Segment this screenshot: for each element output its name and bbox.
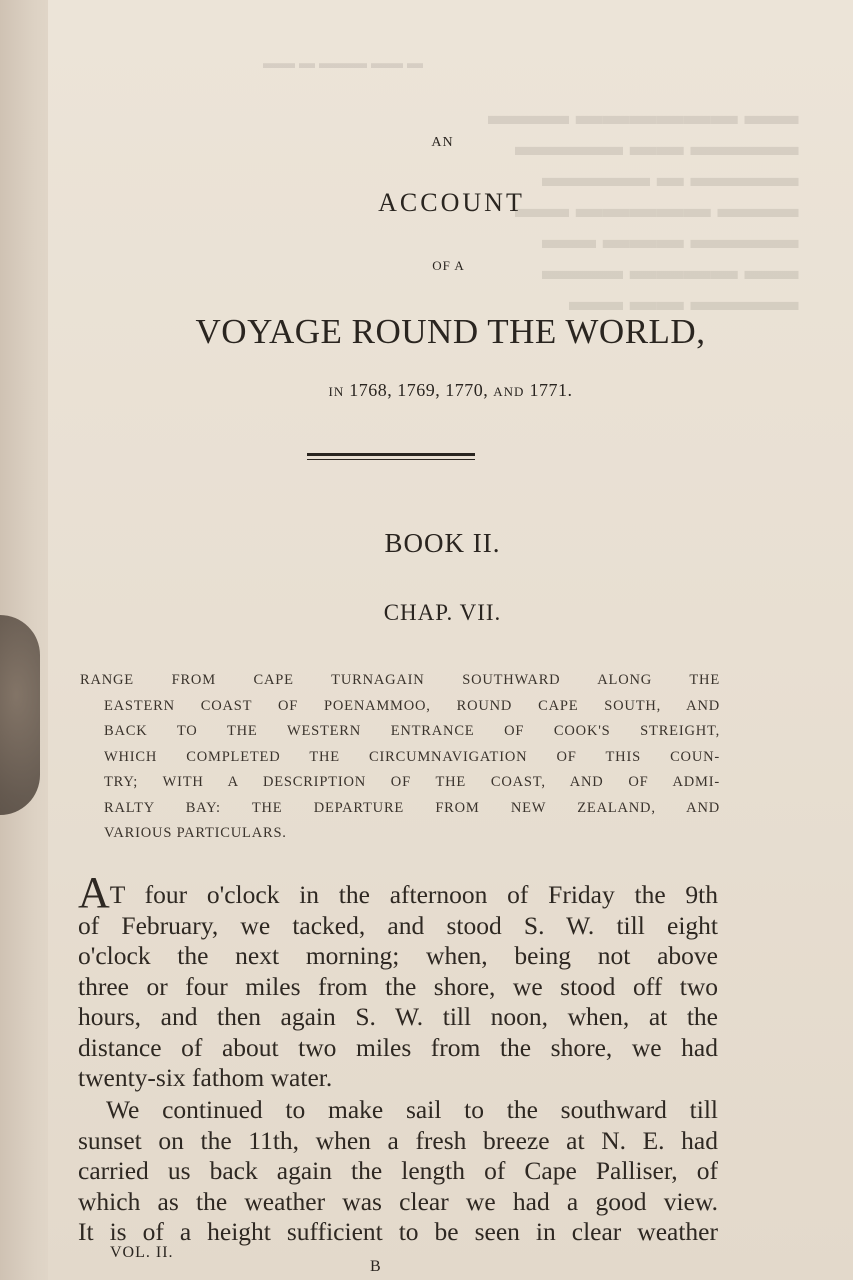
heading-account: ACCOUNT bbox=[378, 188, 525, 217]
heading-title: VOYAGE ROUND THE WORLD, bbox=[195, 312, 706, 351]
heading-years bbox=[48, 380, 853, 401]
paragraph-2 bbox=[78, 1095, 718, 1248]
paragraph-line: We continued to make sail to the southward till bbox=[106, 1095, 718, 1124]
summary-line: RANGE FROM CAPE TURNAGAIN SOUTHWARD ALONG THE bbox=[80, 672, 720, 688]
paragraph-line: three or four miles from the shore, we stood off two bbox=[78, 971, 718, 1001]
paragraph-line: distance of about two miles from the shore, we had bbox=[78, 1032, 718, 1062]
heading-of-a: OF A bbox=[432, 258, 465, 273]
paragraph-line: which as the weather was clear we had a good view. bbox=[78, 1186, 718, 1216]
years-last: 1771. bbox=[529, 380, 573, 400]
thumb-shadow bbox=[0, 615, 40, 815]
show-through-text: ▬▬ ▬▬▬▬▬▬ ▬▬▬ ▬▬▬▬ ▬▬ ▬▬▬▬ ▬▬▬▬ ▬ ▬▬▬▬ ▬▬▬ ▬▬▬▬▬ ▬▬ ▬▬▬▬ ▬▬▬ ▬▬ ▬▬ ▬▬▬▬ ▬▬▬ ▬▬▬▬ ▬▬ ▬▬ bbox=[488, 100, 799, 316]
volume-label: VOL. II. bbox=[110, 1244, 174, 1261]
double-rule-thick bbox=[307, 453, 475, 456]
paragraph-line: It is of a height sufficient to be seen in clear weather bbox=[78, 1217, 718, 1246]
book-number: BOOK II. bbox=[384, 528, 501, 558]
first-line-text: T four o'clock in the afternoon of Friday the 9th bbox=[109, 880, 718, 909]
paragraph-line: of February, we tacked, and stood S. W. till eight bbox=[78, 910, 718, 940]
chapter-number: CHAP. VII. bbox=[383, 600, 502, 625]
drop-cap: A bbox=[78, 868, 110, 917]
show-through-header: ▬ ▬▬ ▬▬▬ ▬ ▬▬ bbox=[263, 55, 423, 72]
paragraph-line: carried us back again the length of Cape Palliser, of bbox=[78, 1156, 718, 1185]
years-in: IN bbox=[328, 384, 345, 399]
paragraph-1 bbox=[78, 868, 718, 1094]
summary-line: VARIOUS PARTICULARS. bbox=[104, 825, 287, 841]
summary-line: TRY; WITH A DESCRIPTION OF THE COAST, AND OF ADMI- bbox=[104, 774, 720, 790]
paragraph-line: o'clock the next morning; when, being not above bbox=[78, 941, 718, 970]
years-and: AND bbox=[493, 384, 525, 399]
heading-an: AN bbox=[431, 135, 454, 150]
paragraph-line: twenty-six fathom water. bbox=[78, 1063, 333, 1092]
signature-mark: B bbox=[370, 1258, 381, 1275]
paragraph-line: sunset on the 11th, when a fresh breeze at N. E. had bbox=[78, 1125, 718, 1155]
paragraph-line bbox=[78, 868, 718, 917]
double-rule-thin bbox=[307, 459, 475, 460]
summary-line: BACK TO THE WESTERN ENTRANCE OF COOK'S STREIGHT, bbox=[104, 723, 720, 739]
summary-line: WHICH COMPLETED THE CIRCUMNAVIGATION OF THIS COUN- bbox=[104, 748, 720, 765]
chapter-summary bbox=[80, 668, 720, 847]
years-list: 1768, 1769, 1770, bbox=[349, 380, 489, 400]
summary-line: EASTERN COAST OF POENAMMOO, ROUND CAPE SOUTH, AND bbox=[104, 697, 720, 714]
paragraph-line: hours, and then again S. W. till noon, when, at the bbox=[78, 1002, 718, 1031]
summary-line: RALTY BAY: THE DEPARTURE FROM NEW ZEALAND, AND bbox=[104, 799, 720, 816]
